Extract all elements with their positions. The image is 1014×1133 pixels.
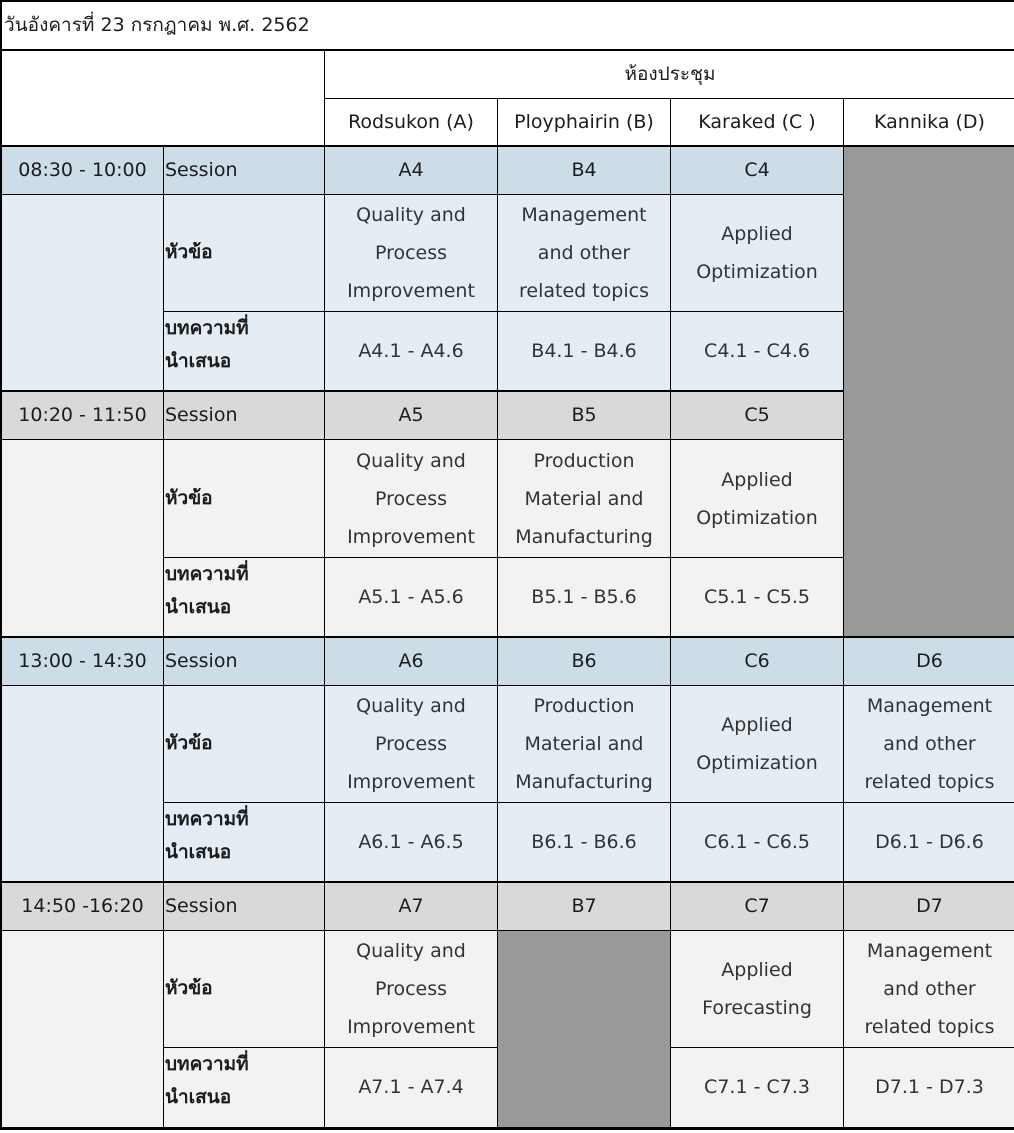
topic-line: Process xyxy=(374,487,448,510)
room-header-d: Kannika (D) xyxy=(844,99,1014,147)
topic-line: Optimization xyxy=(696,261,818,283)
topic-cell-d xyxy=(844,686,1014,803)
time-slot-spacer xyxy=(2,195,164,392)
session-label: Session xyxy=(164,638,325,686)
papers-label-line: บทความที่ xyxy=(165,563,249,585)
topic-line: Process xyxy=(374,733,448,755)
papers-label xyxy=(164,803,325,883)
topic-label: หัวข้อ xyxy=(164,195,325,312)
topic-line: Improvement xyxy=(347,525,475,548)
topic-label: หัวข้อ xyxy=(164,686,325,803)
topic-line: Quality and xyxy=(356,449,466,472)
topic-line: Forecasting xyxy=(702,997,812,1019)
papers-range-c: C5.1 - C5.5 xyxy=(671,558,844,638)
session-label: Session xyxy=(164,147,325,195)
topic-cell-c xyxy=(671,931,844,1048)
papers-label-line: บทความที่ xyxy=(165,317,249,339)
topic-cell-a xyxy=(325,686,498,803)
topic-line: Improvement xyxy=(347,771,475,793)
topic-line: Management xyxy=(521,204,647,226)
topic-line: Production xyxy=(533,695,635,717)
topic-line: Applied xyxy=(721,468,793,491)
topic-cell-c xyxy=(671,195,844,312)
time-slot: 08:30 - 10:00 xyxy=(2,147,164,195)
schedule-date-title: วันอังคารที่ 23 กรกฎาคม พ.ศ. 2562 xyxy=(2,2,1014,51)
topic-cell-b xyxy=(498,195,671,312)
papers-range-b: B5.1 - B5.6 xyxy=(498,558,671,638)
session-code-a: A5 xyxy=(325,392,498,440)
session-code-c: C5 xyxy=(671,392,844,440)
papers-label xyxy=(164,558,325,638)
papers-range-c: C7.1 - C7.3 xyxy=(671,1048,844,1128)
topic-line: Management xyxy=(866,940,993,962)
papers-label-line: บทความที่ xyxy=(165,808,249,830)
session-label: Session xyxy=(164,392,325,440)
session-code-a: A7 xyxy=(325,883,498,931)
time-slot: 14:50 -16:20 xyxy=(2,883,164,931)
topic-line: and other xyxy=(537,242,631,264)
papers-range-a: A6.1 - A6.5 xyxy=(325,803,498,883)
topic-line: and other xyxy=(883,978,976,1000)
room-group-header: ห้องประชุม xyxy=(325,51,1014,99)
header-corner-blank xyxy=(2,51,325,147)
topic-line: Applied xyxy=(721,223,793,245)
topic-line: Quality and xyxy=(356,940,466,962)
papers-label-line: นำเสนอ xyxy=(165,596,232,619)
topic-cell-a xyxy=(325,195,498,312)
papers-label-line: บทความที่ xyxy=(165,1053,249,1075)
topic-line: Production xyxy=(533,449,635,472)
topic-cell-c xyxy=(671,440,844,558)
topic-cell-b xyxy=(498,440,671,558)
topic-line: Applied xyxy=(721,714,793,736)
papers-label-line: นำเสนอ xyxy=(165,841,232,864)
time-slot-spacer xyxy=(2,440,164,638)
papers-range-d: D6.1 - D6.6 xyxy=(844,803,1014,883)
session-code-c: C4 xyxy=(671,147,844,195)
session-code-b: B6 xyxy=(498,638,671,686)
session-code-d: D7 xyxy=(844,883,1014,931)
topic-label: หัวข้อ xyxy=(164,931,325,1048)
papers-label xyxy=(164,312,325,392)
papers-range-c: C4.1 - C4.6 xyxy=(671,312,844,392)
topic-cell-b xyxy=(498,686,671,803)
papers-label-line: นำเสนอ xyxy=(165,350,232,373)
papers-range-a: A4.1 - A4.6 xyxy=(325,312,498,392)
time-slot-spacer xyxy=(2,931,164,1128)
topic-line: Applied xyxy=(721,959,793,981)
topic-line: related topics xyxy=(864,1016,995,1038)
room-header-c: Karaked (C ) xyxy=(671,99,844,147)
topic-line: Improvement xyxy=(347,280,475,302)
topic-line: Optimization xyxy=(696,506,818,529)
session-label: Session xyxy=(164,883,325,931)
topic-line: Quality and xyxy=(356,204,466,226)
papers-label xyxy=(164,1048,325,1128)
unused-room-slot xyxy=(498,931,671,1128)
papers-range-b: B6.1 - B6.6 xyxy=(498,803,671,883)
topic-cell-a xyxy=(325,440,498,558)
session-code-c: C7 xyxy=(671,883,844,931)
topic-label: หัวข้อ xyxy=(164,440,325,558)
topic-line: related topics xyxy=(864,771,995,793)
topic-line: Improvement xyxy=(347,1016,475,1038)
topic-line: Manufacturing xyxy=(515,525,653,548)
topic-line: Optimization xyxy=(696,752,818,774)
unused-room-slot xyxy=(844,147,1014,638)
time-slot-spacer xyxy=(2,686,164,883)
session-code-b: B4 xyxy=(498,147,671,195)
topic-line: Management xyxy=(866,695,993,717)
topic-line: related topics xyxy=(518,280,649,302)
session-code-d: D6 xyxy=(844,638,1014,686)
room-header-b: Ployphairin (B) xyxy=(498,99,671,147)
session-code-b: B5 xyxy=(498,392,671,440)
topic-line: Manufacturing xyxy=(515,771,653,793)
papers-label-line: นำเสนอ xyxy=(165,1086,232,1109)
topic-line: and other xyxy=(883,733,976,755)
topic-line: Quality and xyxy=(356,695,466,717)
session-code-a: A4 xyxy=(325,147,498,195)
topic-line: Process xyxy=(374,978,448,1000)
topic-line: Material and xyxy=(524,733,644,755)
time-slot: 13:00 - 14:30 xyxy=(2,638,164,686)
topic-cell-d xyxy=(844,931,1014,1048)
session-code-b: B7 xyxy=(498,883,671,931)
topic-cell-a xyxy=(325,931,498,1048)
topic-line: Process xyxy=(374,242,448,264)
papers-range-a: A5.1 - A5.6 xyxy=(325,558,498,638)
session-code-a: A6 xyxy=(325,638,498,686)
session-code-c: C6 xyxy=(671,638,844,686)
time-slot: 10:20 - 11:50 xyxy=(2,392,164,440)
topic-line: Material and xyxy=(524,487,644,510)
papers-range-a: A7.1 - A7.4 xyxy=(325,1048,498,1128)
papers-range-d: D7.1 - D7.3 xyxy=(844,1048,1014,1128)
papers-range-b: B4.1 - B4.6 xyxy=(498,312,671,392)
topic-cell-c xyxy=(671,686,844,803)
papers-range-c: C6.1 - C6.5 xyxy=(671,803,844,883)
room-header-a: Rodsukon (A) xyxy=(325,99,498,147)
